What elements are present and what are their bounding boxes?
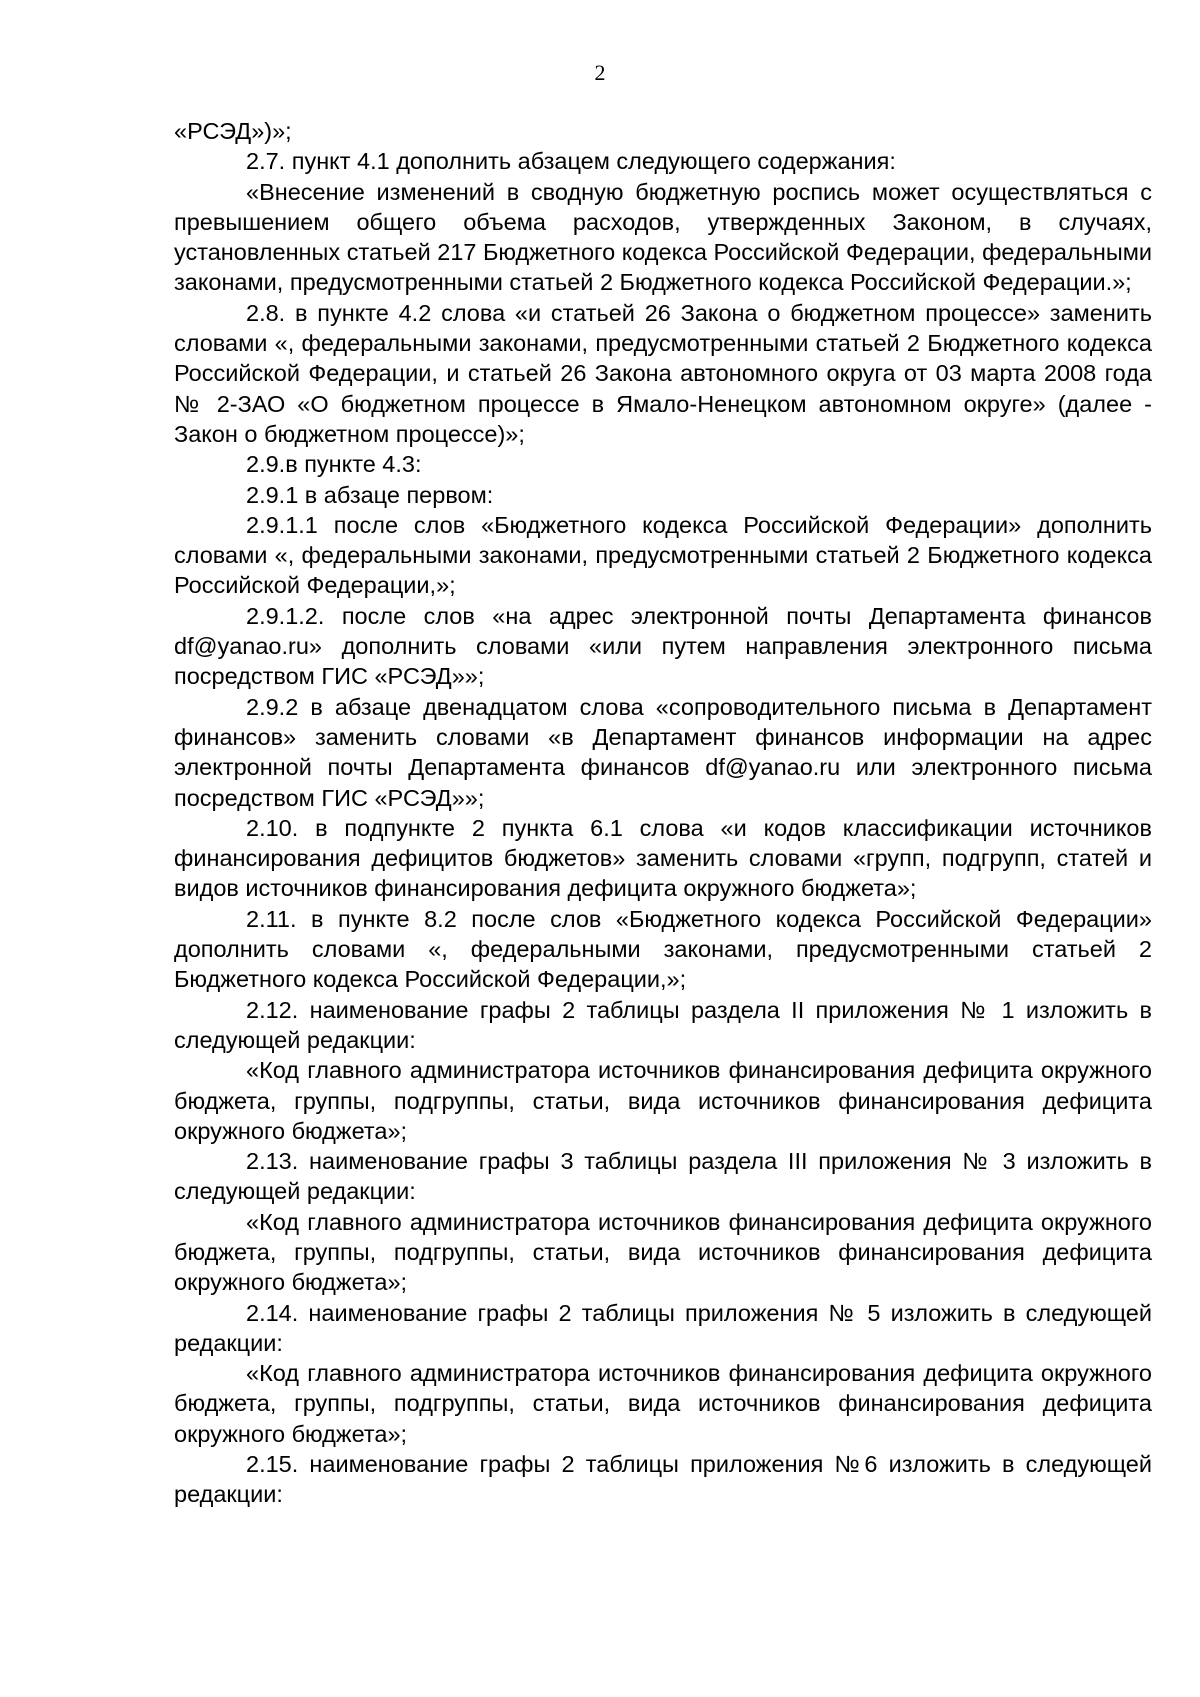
paragraph: 2.8. в пункте 4.2 слова «и статьей 26 Закона о бюджетном процессе» заменить словами «, федеральными законами, предусмотренными статьей 2 Бюджетного кодекса Российской Федерации, и статьей 26 Закона автономного округа от 03 марта 2008 года № 2-ЗАО «О бюджетном процессе в Ямало-Ненецком автономном округе» (далее - Закон о бюджетном процессе)»; <box>174 299 1152 447</box>
paragraph: 2.15. наименование графы 2 таблицы приложения №6 изложить в следующей редакции: <box>174 1451 1152 1508</box>
paragraph: 2.9.1.2. после слов «на адрес электронной почты Департамента финансов df@yanao.ru» дополнить словами «или путем направления электронного письма посредством ГИС «РСЭД»»; <box>174 602 1152 690</box>
paragraph: «Внесение изменений в сводную бюджетную роспись может осуществляться с превышением общего объема расходов, утвержденных Законом, в случаях, установленных статьей 217 Бюджетного кодекса Российской Федерации, федеральными законами, предусмотренными статьей 2 Бюджетного кодекса Российской Федерации.»; <box>174 178 1152 296</box>
document-body <box>174 116 1152 1510</box>
paragraph: 2.12. наименование графы 2 таблицы раздела II приложения № 1 изложить в следующей редакции: <box>174 996 1152 1053</box>
paragraph: «Код главного администратора источников финансирования дефицита окружного бюджета, группы, подгруппы, статьи, вида источников финансирования дефицита окружного бюджета»; <box>174 1057 1152 1144</box>
paragraph: 2.11. в пункте 8.2 после слов «Бюджетного кодекса Российской Федерации» дополнить словами «, федеральными законами, предусмотренными статьей 2 Бюджетного кодекса Российской Федерации,»; <box>174 905 1152 993</box>
paragraph: 2.7. пункт 4.1 дополнить абзацем следующего содержания: <box>246 148 896 175</box>
paragraph: 2.13. наименование графы 3 таблицы раздела III приложения № 3 изложить в следующей редакции: <box>174 1148 1152 1205</box>
page-number: 2 <box>594 60 606 85</box>
paragraph: 2.10. в подпункте 2 пункта 6.1 слова «и кодов классификации источников финансирования дефицитов бюджетов» заменить словами «групп, подгрупп, статей и видов источников финансирования дефицита окружного бюджета»; <box>174 814 1152 902</box>
paragraph: «РСЭД»)»; <box>174 118 292 144</box>
paragraph: 2.9.1.1 после слов «Бюджетного кодекса Российской Федерации» дополнить словами «, федеральными законами, предусмотренными статьей 2 Бюджетного кодекса Российской Федерации,»; <box>174 511 1152 599</box>
paragraph: «Код главного администратора источников финансирования дефицита окружного бюджета, группы, подгруппы, статьи, вида источников финансирования дефицита окружного бюджета»; <box>174 1208 1152 1296</box>
paragraph: «Код главного администратора источников финансирования дефицита окружного бюджета, группы, подгруппы, статьи, вида источников финансирования дефицита окружного бюджета»; <box>174 1360 1152 1447</box>
paragraph: 2.9.2 в абзаце двенадцатом слова «сопроводительного письма в Департамент финансов» заменить словами «в Департамент финансов информации на адрес электронной почты Департамента финансов df@yanao.ru или электронного письма посредством ГИС «РСЭД»»; <box>174 693 1152 811</box>
paragraph: 2.9.в пункте 4.3: <box>246 451 422 478</box>
paragraph: 2.9.1 в абзаце первом: <box>246 481 494 508</box>
paragraph: 2.14. наименование графы 2 таблицы приложения № 5 изложить в следующей редакции: <box>174 1299 1152 1356</box>
